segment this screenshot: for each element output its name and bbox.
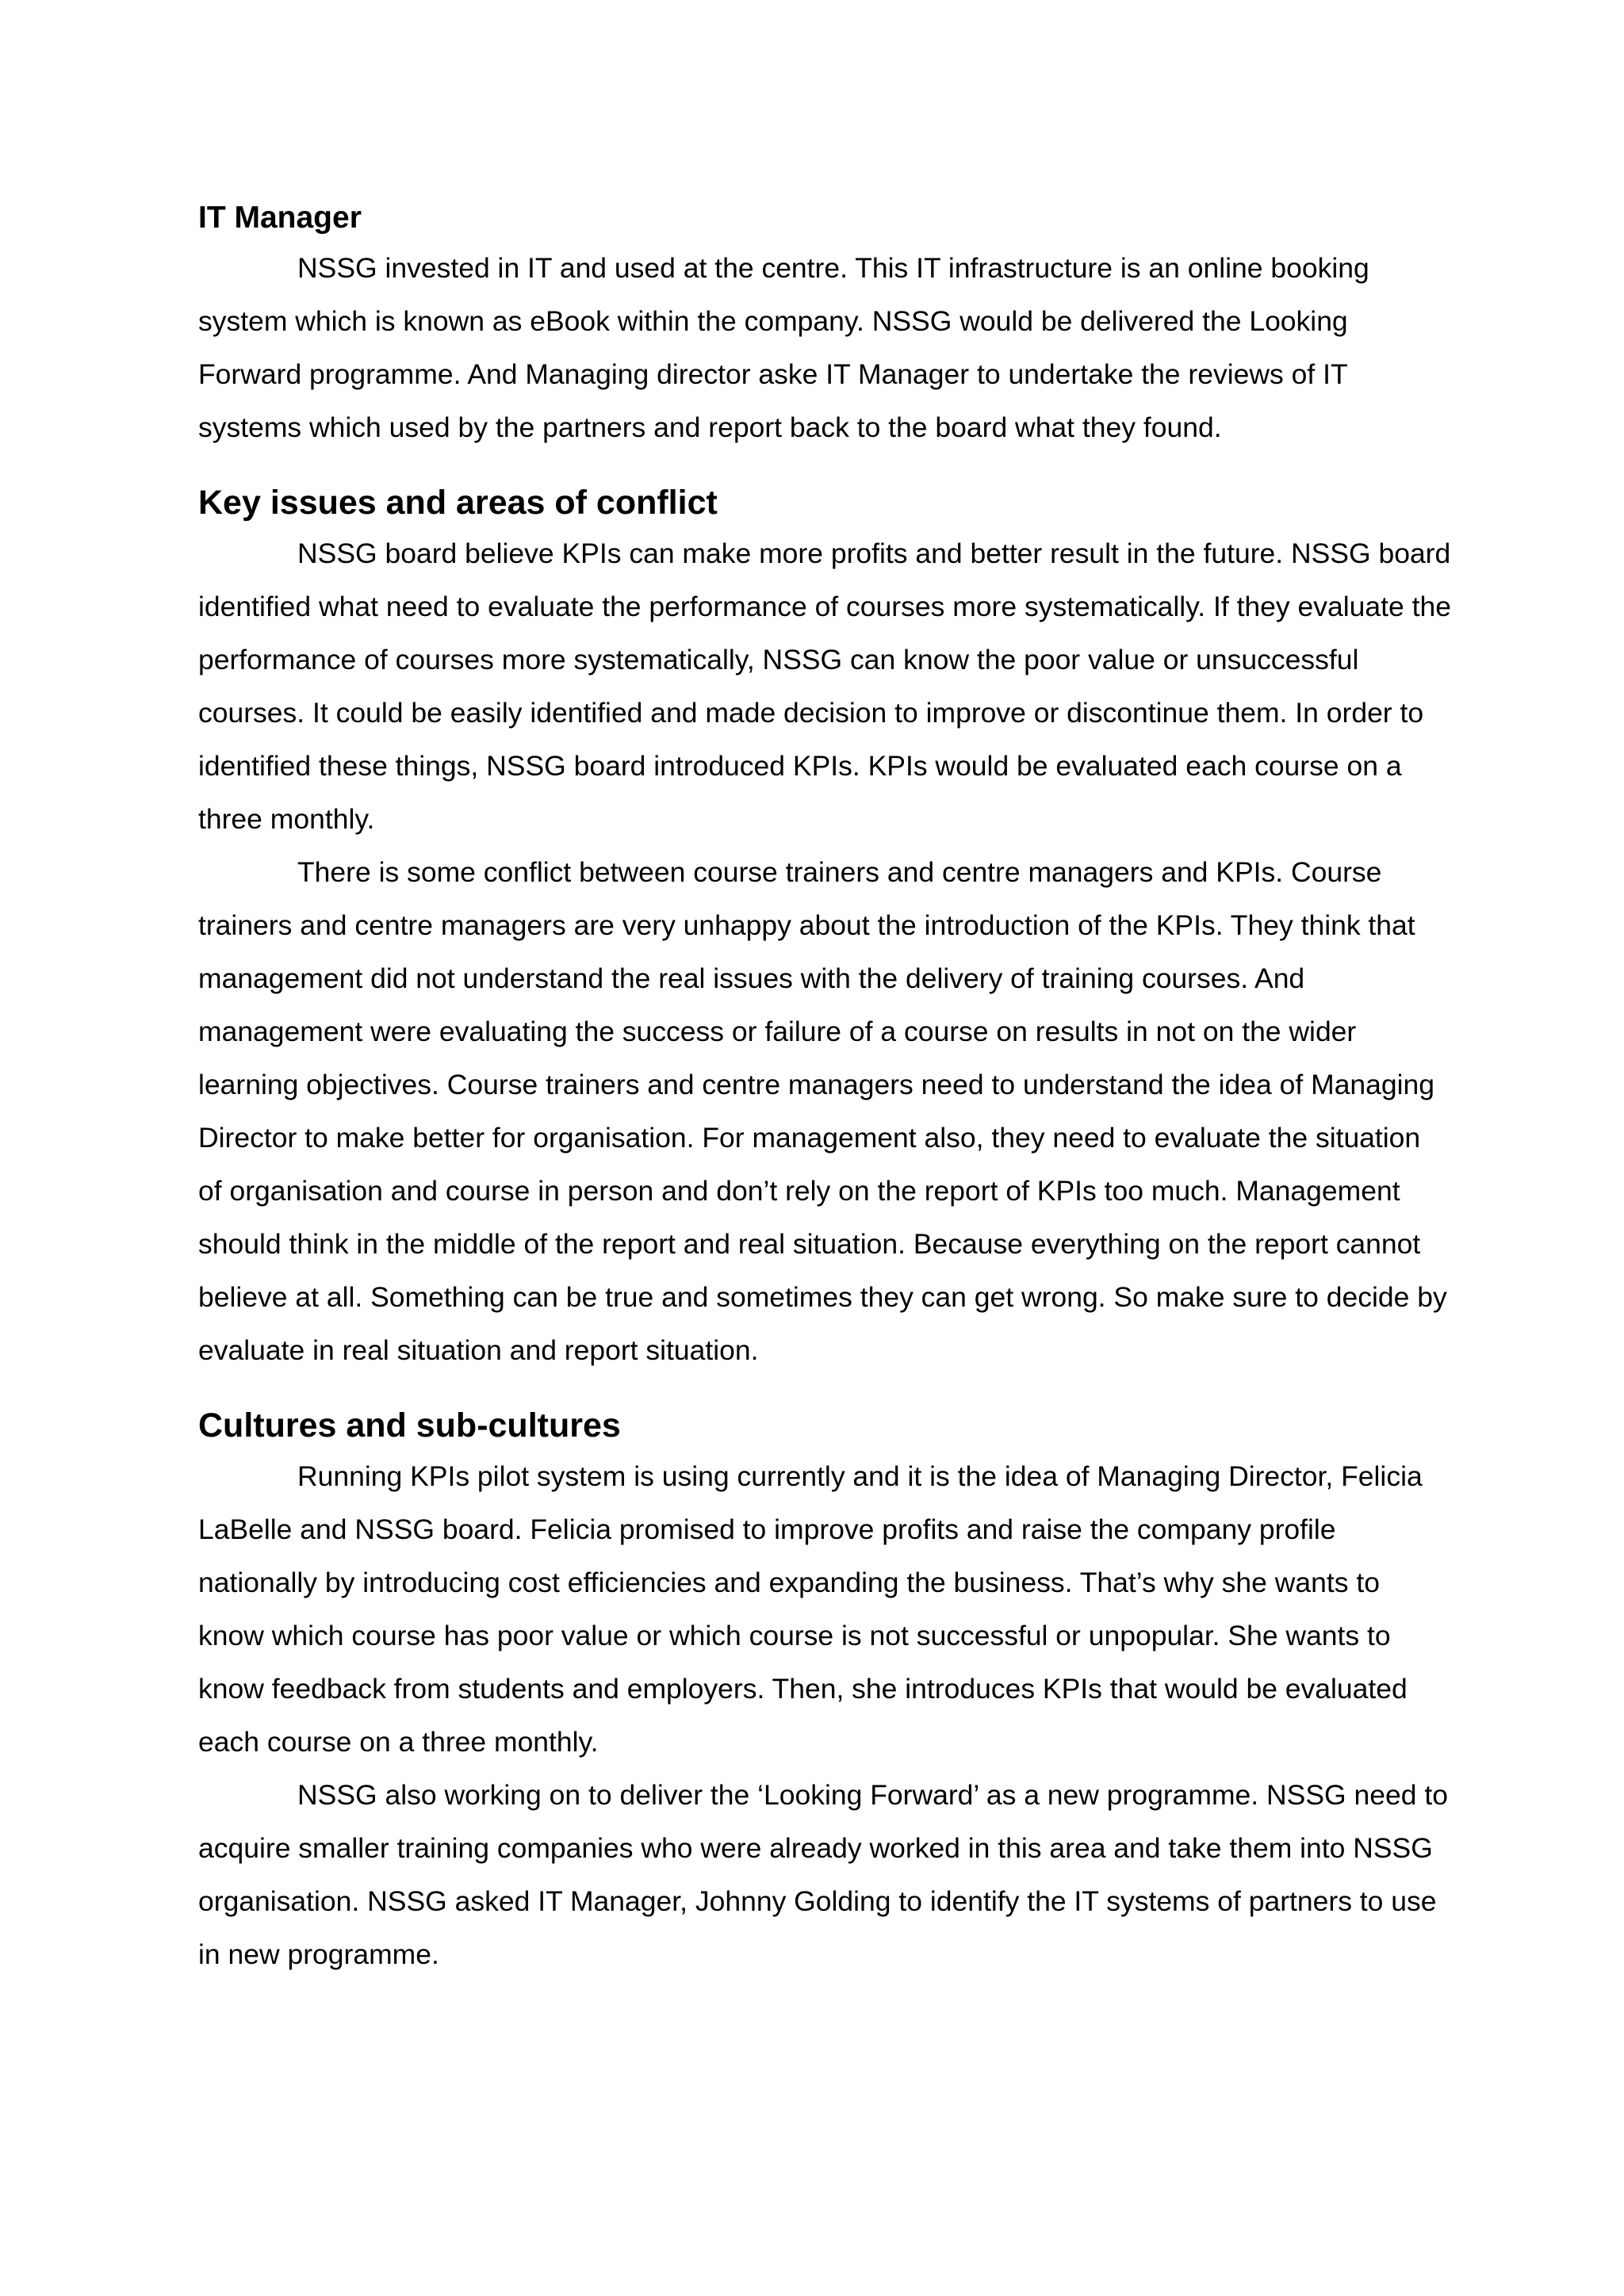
paragraph-cultures-1: Running KPIs pilot system is using currently and it is the idea of Managing Director, Felicia LaBelle and NSSG board. Felicia promised to improve profits and raise the company profile nationally by introducing cost efficiencies and expanding the business. That’s why she wants to know which course has poor value or which course is not successful or unpopular. She wants to know feedback from students and employers. Then, she introduces KPIs that would be evaluated each course on a three monthly. [198, 1460, 1423, 1758]
section-gap [198, 1377, 1451, 1401]
section-gap [198, 454, 1451, 478]
paragraph-cultures-2: NSSG also working on to deliver the ‘Looking Forward’ as a new programme. NSSG need to acquire smaller training companies who were already worked in this area and take them into NSSG organisation. NSSG asked IT Manager, Johnny Golding to identify the IT systems of partners to use in new programme. [198, 1779, 1448, 1970]
paragraph-key-issues-2: There is some conflict between course trainers and centre managers and KPIs. Course trainers and centre managers are very unhappy about the introduction of the KPIs. They think that management did not understand the real issues with the delivery of training courses. And management were evaluating the success or failure of a course on results in not on the wider learning objectives. Course trainers and centre managers need to understand the idea of Managing Director to make better for organisation. For management also, they need to evaluate the situation of organisation and course in person and don’t rely on the report of KPIs too much. Management should think in the middle of the report and real situation. Because everything on the report cannot believe at all. Something can be true and sometimes they can get wrong. So make sure to decide by evaluate in real situation and report situation. [198, 856, 1447, 1366]
heading-key-issues: Key issues and areas of conflict [198, 484, 718, 522]
heading-it-manager: IT Manager [198, 201, 362, 235]
heading-cultures: Cultures and sub-cultures [198, 1406, 621, 1445]
paragraph-key-issues-1: NSSG board believe KPIs can make more profits and better result in the future. NSSG board identified what need to evaluate the performance of courses more systematically. If they evaluate the performance of courses more systematically, NSSG can know the poor value or unsuccessful courses. It could be easily identified and made decision to improve or discontinue them. In order to identified these things, NSSG board introduced KPIs. KPIs would be evaluated each course on a three monthly. [198, 538, 1451, 835]
document-page [198, 194, 1451, 1981]
paragraph-it-manager: NSSG invested in IT and used at the centre. This IT infrastructure is an online booking system which is known as eBook within the company. NSSG would be delivered the Looking Forward programme. And Managing director aske IT Manager to undertake the reviews of IT systems which used by the partners and report back to the board what they found. [198, 252, 1369, 443]
